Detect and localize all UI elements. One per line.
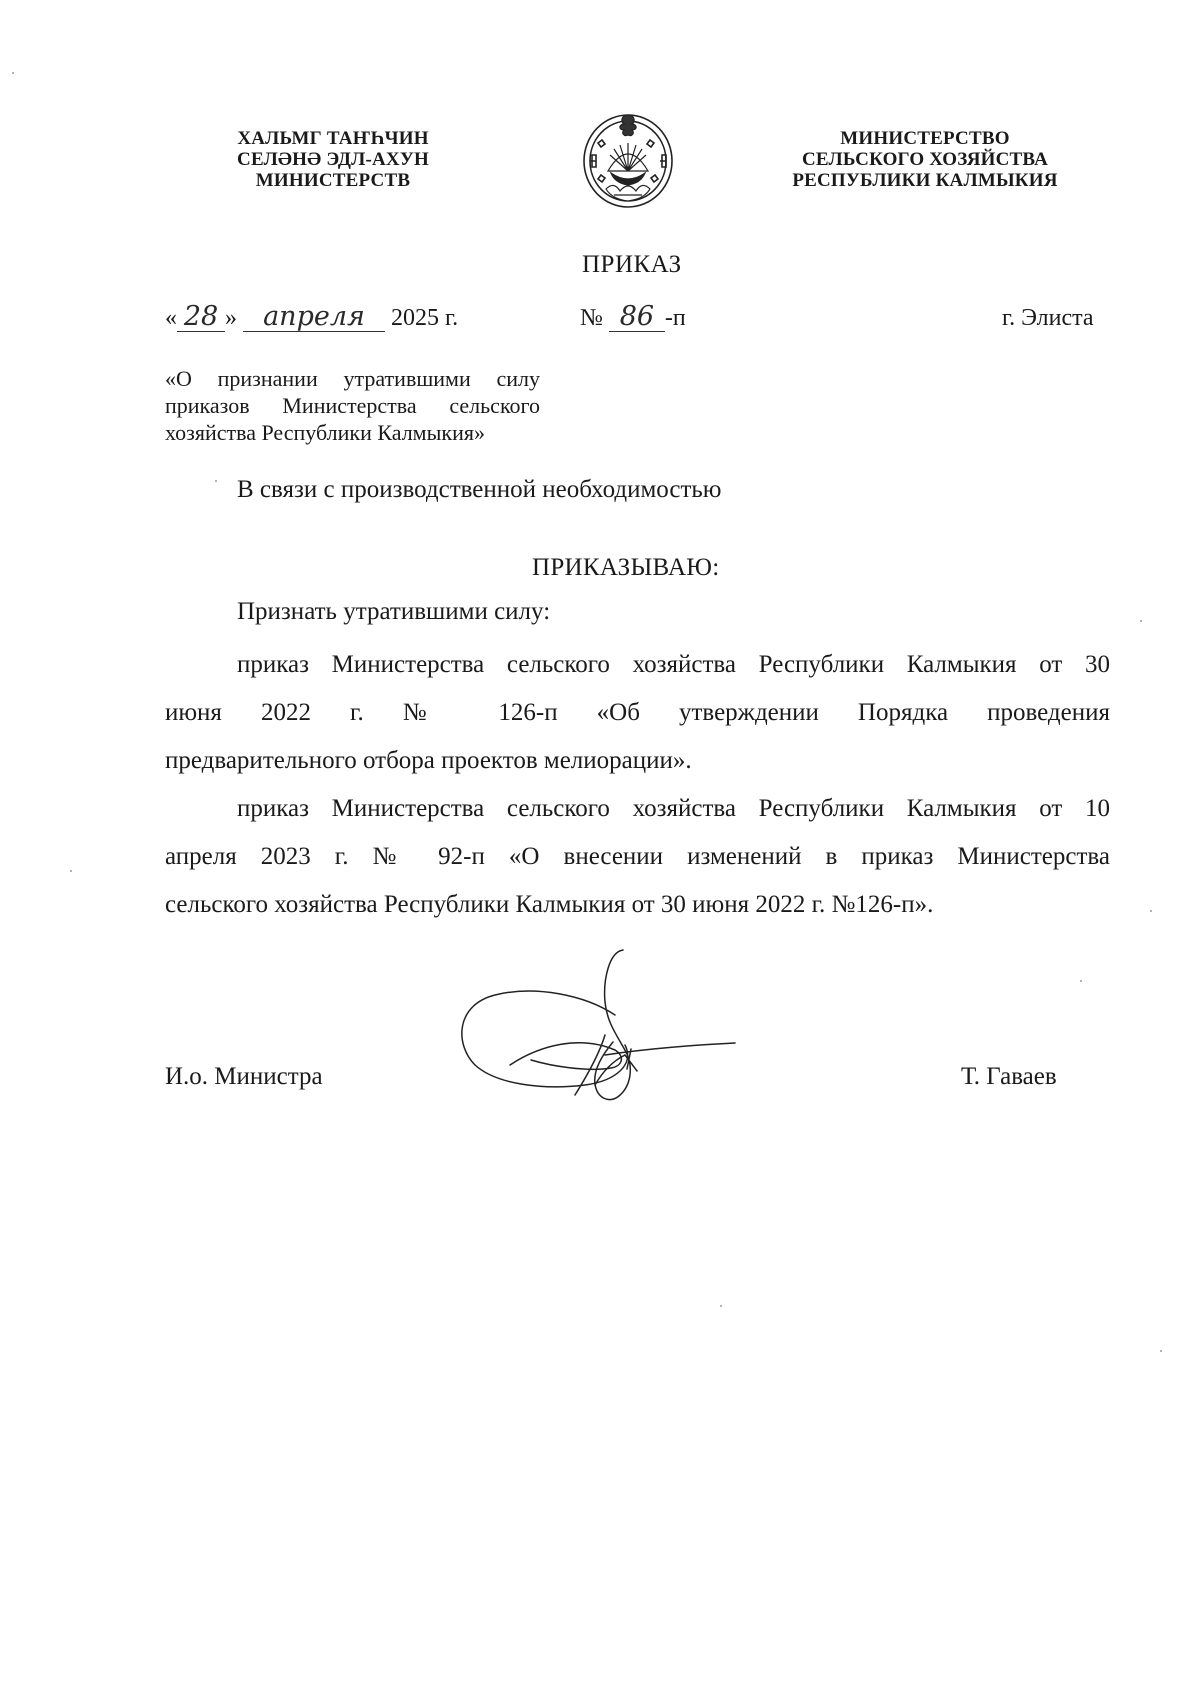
date-month: апреля <box>243 303 385 332</box>
date-day: 28 <box>177 303 225 332</box>
scan-speck <box>215 480 217 482</box>
header-right-line: СЕЛЬСКОГО ХОЗЯЙСТВА <box>801 149 1049 170</box>
subject-line: приказов Министерства сельского <box>165 393 540 418</box>
scan-speck <box>1080 980 1082 982</box>
subject-line: хозяйства Республики Калмыкия» <box>165 420 485 445</box>
kalmykia-emblem-icon <box>578 103 678 215</box>
scan-speck <box>70 870 72 872</box>
date-open-quote: « <box>165 305 177 331</box>
scan-speck <box>1160 1350 1162 1352</box>
scan-speck <box>1150 910 1152 912</box>
number-suffix: -п <box>664 305 686 331</box>
header-right-line: МИНИСТЕРСТВО <box>840 128 1010 149</box>
order-date <box>165 303 458 333</box>
subject-line: «О признании утратившими силу <box>165 366 540 391</box>
item-line: предварительного отбора проектов мелиорации». <box>165 747 692 774</box>
header-left-line: ХАЛЬМГ ТАҤҺЧИН <box>237 128 429 149</box>
city: г. Элиста <box>1002 305 1094 331</box>
item-line: апреля 2023 г. № 92-п «О внесении изменений в приказ Министерства <box>165 843 1110 870</box>
header-right-line: РЕСПУБЛИКИ КАЛМЫКИЯ <box>792 170 1058 191</box>
handwritten-signature <box>455 945 740 1120</box>
scan-speck <box>12 72 14 74</box>
number-prefix: № <box>580 305 603 331</box>
header-left-line: СЕЛӘНӘ ЭДЛ-АХУН <box>237 149 429 170</box>
item-line: приказ Министерства сельского хозяйства Республики Калмыкия от 30 <box>237 651 1110 678</box>
scan-speck <box>720 1305 722 1307</box>
document-title: ПРИКАЗ <box>582 251 682 278</box>
signatory-name: Т. Гаваев <box>961 1063 1057 1090</box>
item-line: приказ Министерства сельского хозяйства Республики Калмыкия от 10 <box>237 795 1110 822</box>
date-year: 2025 г. <box>391 305 459 331</box>
item-line: июня 2022 г. № 126-п «Об утверждении Порядка проведения <box>165 699 1110 726</box>
header-kalmyk-name <box>218 128 448 191</box>
number-value: 86 <box>609 303 665 332</box>
date-close-quote: » <box>225 305 237 331</box>
header-russian-name <box>780 128 1070 191</box>
order-subject <box>165 365 540 446</box>
scan-speck <box>1140 620 1142 622</box>
item-line: сельского хозяйства Республики Калмыкия от 30 июня 2022 г. №126-п». <box>165 891 934 918</box>
revoked-order-item <box>165 785 1110 929</box>
order-basis: В связи с производственной необходимостью <box>237 476 722 503</box>
order-declaration: Признать утратившими силу: <box>237 598 551 625</box>
order-number <box>580 303 686 333</box>
header-left-line: МИНИСТЕРСТВ <box>255 170 411 191</box>
order-directive: ПРИКАЗЫВАЮ: <box>532 554 720 581</box>
signatory-title: И.о. Министра <box>165 1063 323 1090</box>
revoked-order-item <box>165 641 1110 785</box>
